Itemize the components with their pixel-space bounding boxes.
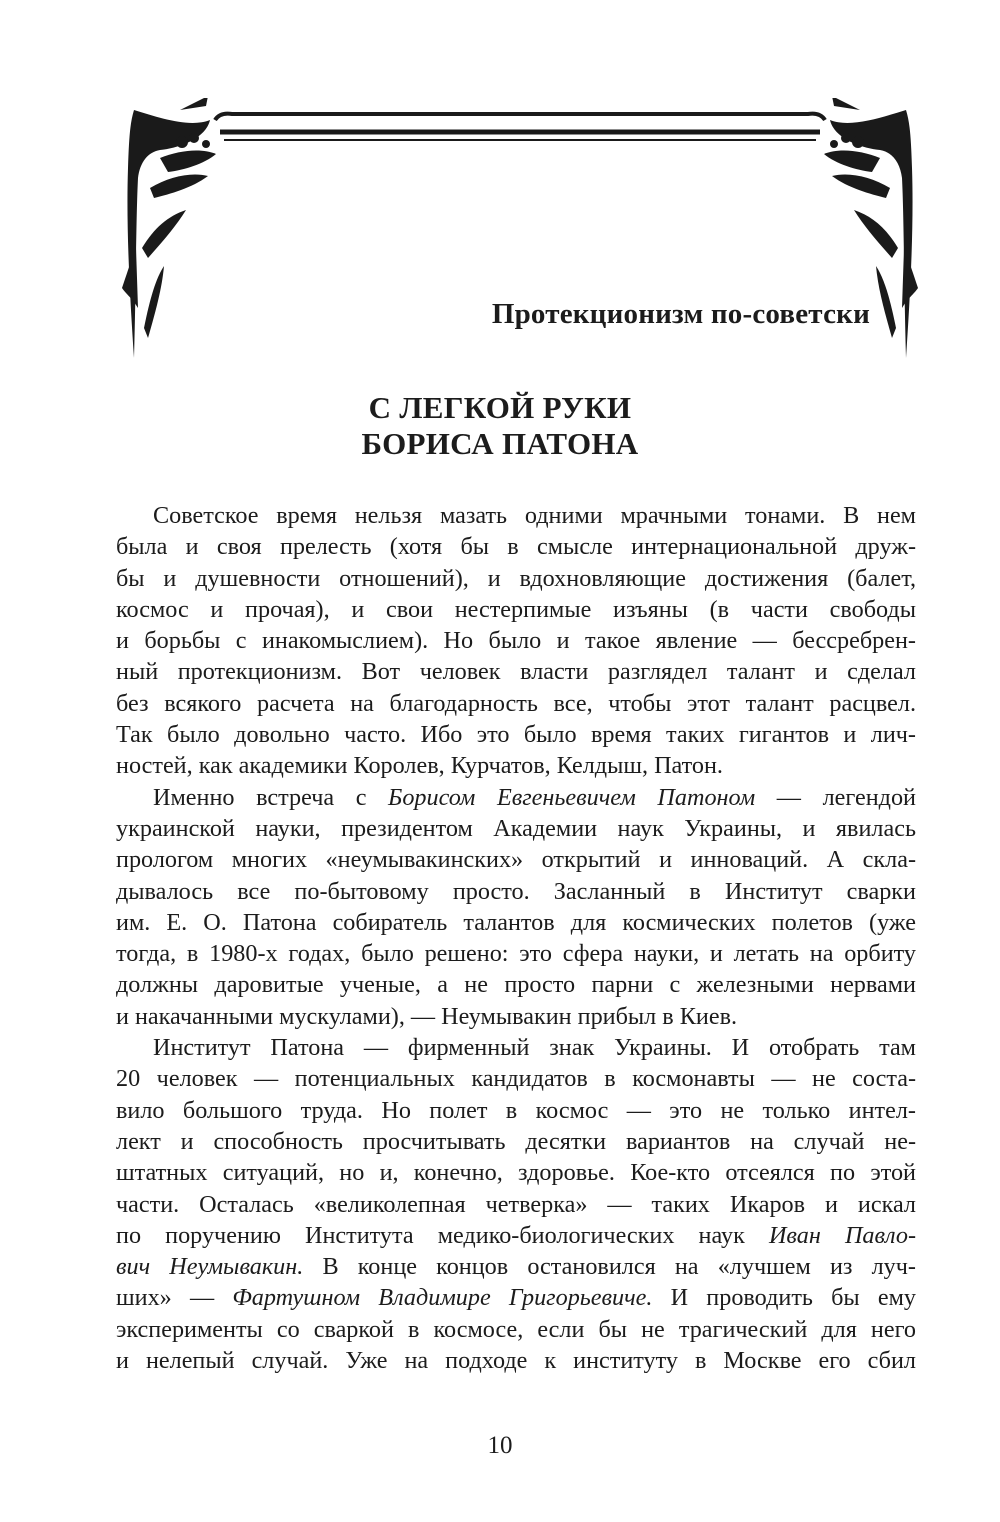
text-run: В конце концов остановился на «лучшем из луч- (303, 1253, 916, 1281)
text-line: штатных ситуаций, но и, конечно, здоровье. Кое-кто отсеялся по этой (116, 1159, 916, 1187)
page-number: 10 (487, 1432, 513, 1459)
text-line: ностей, как академики Королев, Курчатов, Келдыш, Патон. (116, 752, 723, 780)
text-line (116, 1282, 916, 1313)
text-line: была и своя прелесть (хотя бы в смысле интернациональной друж- (116, 533, 916, 561)
text-line: им. Е. О. Патона собиратель талантов для космических полетов (уже (116, 908, 916, 936)
text-line: вило большого труда. Но полет в космос — это не только интел- (116, 1096, 916, 1124)
text-run: И проводить бы ему (652, 1284, 916, 1312)
text-line: и накачанными мускулами), — Неумывакин прибыл в Киев. (116, 1002, 738, 1030)
text-run: ших» — (116, 1284, 233, 1312)
text-line: прологом многих «неумывакинских» открытий и инноваций. А скла- (116, 846, 916, 874)
italic-name: Борисом Евгеньевичем Патоном (388, 783, 756, 811)
text-line (116, 782, 916, 813)
text-line: бы и душевности отношений), и вдохновляющие достижения (балет, (116, 564, 916, 592)
text-line: без всякого расчета на благодарность все, чтобы этот талант расцвел. (116, 689, 916, 717)
text-line: должны даровитые ученые, а не просто парни с железными нервами (116, 971, 916, 999)
text-run: по поручению Института медико-биологических наук (116, 1221, 769, 1249)
section-title: Протекционизм по-советски (491, 298, 870, 330)
text-line: Советское время нельзя мазать одними мрачными тонами. В нем (153, 502, 916, 529)
text-line: эксперименты со сваркой в космосе, если бы не трагический для него (116, 1315, 916, 1343)
text-line: дывалось все по-бытовому просто. Засланный в Институт сварки (116, 877, 916, 905)
text-run: — легендой (755, 783, 916, 811)
text-line: и борьбы с инакомыслием). Но было и такое явление — бессребрен- (116, 627, 916, 655)
text-line: Институт Патона — фирменный знак Украины. И отобрать там (153, 1034, 916, 1062)
text-line: части. Осталась «великолепная четверка» — таких Икаров и искал (116, 1190, 916, 1218)
text-line: Так было довольно часто. Ибо это было время таких гигантов и лич- (116, 721, 916, 749)
text-line (116, 1251, 916, 1282)
text-line: лект и способность просчитывать десятки вариантов на случай не- (116, 1127, 916, 1155)
text-line: украинской науки, президентом Академии наук Украины, и явилась (116, 814, 916, 842)
italic-name: вич Неумывакин. (116, 1253, 304, 1281)
text-line: тогда, в 1980-х годах, было решено: это сфера науки, и летать на орбиту (116, 940, 916, 968)
text-line: 20 человек — потенциальных кандидатов в космонавты — не соста- (116, 1065, 916, 1093)
text-line: космос и прочая), и свои нестерпимые изъяны (в части свободы (116, 595, 916, 623)
body-text (116, 500, 916, 1376)
text-line: и нелепый случай. Уже на подходе к институту в Москве его сбил (116, 1347, 916, 1375)
italic-name: Фартушном Владимире Григорьевиче. (232, 1284, 653, 1312)
chapter-title-line-1: С ЛЕГКОЙ РУКИ (368, 390, 632, 425)
italic-name: Иван Павло- (768, 1221, 916, 1249)
chapter-title-line-2: БОРИСА ПАТОНА (361, 426, 639, 461)
text-line: ный протекционизм. Вот человек власти разглядел талант и сделал (116, 658, 916, 686)
text-line (116, 1220, 916, 1251)
chapter-title (0, 390, 1000, 462)
text-run: Именно встреча с (153, 783, 389, 811)
